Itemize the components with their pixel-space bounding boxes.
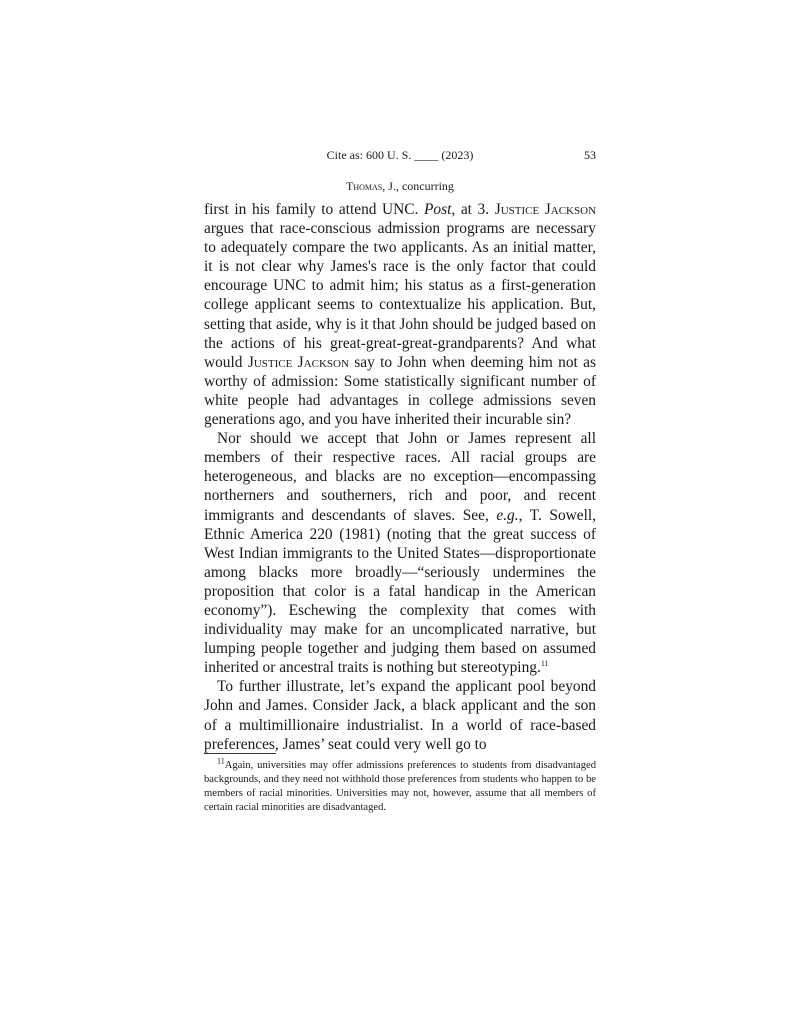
paragraph-1-text-b: , at 3. — [451, 201, 490, 218]
footnote-text: Again, universities may offer admissions preferences to students from disadvantaged backgrounds, and they need not withhold those preferences from students who happen to be members of racial minorities. Universities may not, however, assume that all members of certain racial minorities are disadvantaged. — [204, 760, 596, 814]
eg-signal: e.g. — [496, 506, 519, 524]
running-head-justice: Thomas — [346, 179, 383, 193]
paragraph-1-text-a: first in his family to attend UNC. — [204, 201, 419, 218]
page-number: 53 — [584, 148, 596, 162]
running-head — [204, 179, 596, 194]
justice-name: Justice Jackson — [494, 201, 597, 218]
running-head-rest: , J., concurring — [382, 179, 454, 193]
footnote-reference[interactable]: 11 — [540, 659, 549, 669]
paragraph-1-text-c: argues that race-conscious admission programs are necessary to adequately compare the two applicants. As an initial matter, it is not clear why James's race is the only factor that could encourage UNC to admit him; his status as a first-generation college applicant seems to contextualize his application. But, setting that aside, why is it that John should be judged based on the actions of his great-great-great-grandparents? And what would — [204, 220, 596, 371]
paragraph-1-text-d: say to John when deeming him not as worthy of admission: Some statistically significant number of white people had advantages in college admissions seven generations ago, and you have inherited their incurable sin? — [204, 353, 596, 429]
paragraph-2-text-b: , T. Sowell, Ethnic America 220 (1981) (noting that the great success of West Indian immigrants to the United States—disproportionate among blacks more broadly—“seriously undermines the proposition that color is a fatal handicap in the American economy”). Eschewing the complexity that comes with individuality may make for an uncomplicated narrative, but lumping people together and judging them based on assumed inherited or ancestral traits is nothing but stereotyping. — [204, 506, 596, 677]
opinion-body — [204, 200, 596, 754]
page-header — [204, 148, 596, 168]
paragraph-3: To further illustrate, let’s expand the applicant pool beyond John and James. Consider Jack, a black applicant and the son of a multimillionaire industrialist. In a world of race-based preferences, James’ seat could very well go to — [204, 678, 596, 753]
footnote-11 — [204, 756, 596, 815]
paragraph-2-text-a: Nor should we accept that John or James represent all members of their respective races. All racial groups are heterogeneous, and blacks are no exception—encompassing northerners and southerners, rich and poor, and recent immigrants and descendants of slaves. See, — [204, 430, 596, 524]
justice-name: Justice Jackson — [247, 353, 349, 371]
post-citation: Post — [424, 201, 452, 218]
paragraph-2 — [204, 429, 596, 677]
citation: Cite as: 600 U. S. ____ (2023) — [326, 148, 474, 162]
footnote-divider — [204, 753, 276, 754]
footnote-number: 11 — [217, 756, 225, 766]
paragraph-1 — [204, 200, 596, 429]
